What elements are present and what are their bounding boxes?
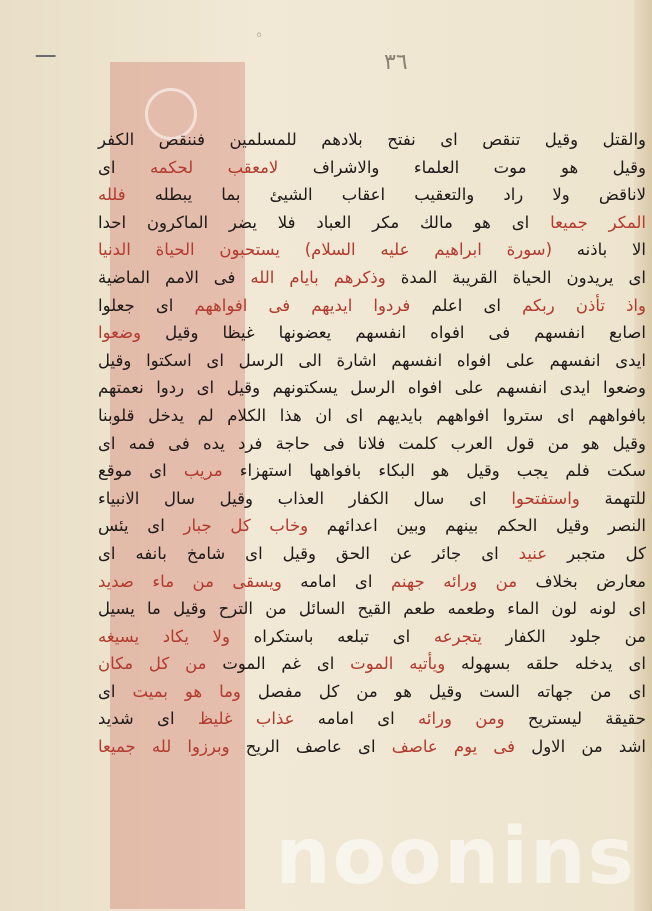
text-line bbox=[98, 733, 646, 761]
rubric-text: وخاب كل جبار bbox=[183, 516, 309, 536]
text-line bbox=[98, 568, 646, 596]
body-text: اشد من الاول bbox=[515, 737, 646, 757]
rubric-text: وما هو بميت bbox=[132, 681, 241, 701]
rubric-text: من كل مكان bbox=[98, 654, 207, 674]
body-text: وقيل هو موت العلماء والاشراف bbox=[278, 157, 646, 177]
body-text: كل متجبر bbox=[547, 543, 646, 563]
text-line bbox=[98, 457, 646, 485]
body-text: اى bbox=[98, 157, 150, 177]
text-line bbox=[98, 650, 646, 678]
rubric-text: ولا يكاد يسيغه bbox=[98, 626, 230, 646]
body-text: اى يريدون الحياة القريبة المدة bbox=[385, 267, 647, 287]
text-line bbox=[98, 430, 646, 458]
watermark: noonins bbox=[275, 812, 636, 902]
text-line bbox=[98, 319, 646, 347]
body-text: سكت فلم يجب وقيل هو البكاء بافواهها استهزاء bbox=[222, 461, 646, 481]
text-line bbox=[98, 264, 646, 292]
body-text: اى يدخله حلقه بسهوله bbox=[445, 654, 646, 674]
rubric-text: عذاب غليظ bbox=[197, 709, 295, 729]
body-text: للتهمة bbox=[579, 488, 646, 508]
rubric-text: فردوا ايديهم فى افواههم bbox=[194, 295, 411, 315]
text-line bbox=[98, 595, 646, 623]
body-text: اصابع انفسهم فى افواه انفسهم يعضونها غيظا وقيل bbox=[141, 323, 646, 343]
body-text: معارض بخلاف bbox=[517, 571, 646, 591]
body-text: اى عاصف الريح bbox=[229, 737, 392, 757]
body-text: اى bbox=[98, 681, 133, 701]
text-line bbox=[98, 292, 646, 320]
body-text: اى امامه bbox=[281, 571, 391, 591]
rubric-text: فلله bbox=[98, 185, 126, 205]
text-line bbox=[98, 623, 646, 651]
rubric-text: ويسقى من ماء صديد bbox=[98, 571, 282, 591]
body-text: وقيل هو من قول العرب كلمت فلانا فى حاجة فرد يده فى فمه اى bbox=[98, 433, 646, 453]
text-line bbox=[98, 705, 646, 733]
body-text: اى لونه لون الماء وطعمه طعم القيح السائل من الترح وقيل ما يسيل bbox=[98, 599, 646, 619]
body-text: اى شديد bbox=[98, 709, 198, 729]
text-line bbox=[98, 540, 646, 568]
body-text: وضعوا ايدى انفسهم على افواه الرسل يسكتونهم وقيل اى ردوا نعمتهم bbox=[98, 378, 646, 398]
rubric-text: ويأتيه الموت bbox=[350, 654, 446, 674]
body-text: حقيقة ليستريح bbox=[504, 709, 646, 729]
rubric-text: وضعوا bbox=[98, 323, 142, 343]
body-text: اى سال الكفار العذاب وقيل سال الانبياء bbox=[98, 488, 512, 508]
rubric-text: واذ تأذن ربكم bbox=[522, 295, 646, 315]
body-text: الا باذنه bbox=[552, 240, 647, 260]
body-text: فى الامم الماضية bbox=[98, 267, 251, 287]
rubric-text: فى يوم عاصف bbox=[391, 737, 516, 757]
text-line bbox=[98, 181, 646, 209]
body-text: اى امامه bbox=[294, 709, 418, 729]
rubric-text: عنيد bbox=[518, 543, 548, 563]
body-text: اى اعلم bbox=[410, 295, 523, 315]
body-text: والقتل وقيل تنقص اى نفتح بلادهم للمسلمين فننقص الكفر bbox=[98, 130, 646, 149]
body-text: اى من جهاته الست وقيل هو من كل مفصل bbox=[240, 681, 646, 701]
body-text: اى جعلوا bbox=[98, 295, 195, 315]
text-line bbox=[98, 512, 646, 540]
body-text: اى موقع bbox=[98, 461, 184, 481]
corner-mark: ـــ bbox=[36, 38, 56, 63]
text-line bbox=[98, 678, 646, 706]
body-text: ايدى انفسهم على افواه انفسهم اشارة الى الرسل اى اسكتوا وقيل bbox=[98, 350, 646, 370]
body-text: من جلود الكفار bbox=[481, 626, 647, 646]
rubric-text: من ورائه جهنم bbox=[390, 571, 518, 591]
rubric-text: (سورة ابراهيم عليه السلام) يستحبون الحياة الدنيا bbox=[98, 240, 553, 260]
text-line bbox=[98, 347, 646, 375]
text-line bbox=[98, 485, 646, 513]
body-text: اى جائر عن الحق وقيل اى شامخ بانفه اى bbox=[98, 543, 519, 563]
text-line bbox=[98, 402, 646, 430]
text-line bbox=[98, 209, 646, 237]
text-line bbox=[98, 236, 646, 264]
text-line bbox=[98, 374, 646, 402]
body-text: اى هو مالك مكر العباد فلا يضر الماكرون احدا bbox=[98, 212, 551, 232]
body-text: اى يئس bbox=[98, 516, 184, 536]
rubric-text: مريب bbox=[183, 461, 223, 481]
page-number: ٣٦ bbox=[384, 50, 408, 75]
body-text: اى غم الموت bbox=[206, 654, 351, 674]
body-text: النصر وقيل الحكم بينهم وبين اعدائهم bbox=[308, 516, 646, 536]
rubric-text: وبرزوا لله جميعا bbox=[98, 737, 230, 757]
dot-mark: ◦ bbox=[255, 28, 264, 44]
rubric-text: واستفتحوا bbox=[511, 488, 580, 508]
rubric-text: وذكرهم بايام الله bbox=[250, 267, 386, 287]
manuscript-text bbox=[98, 126, 646, 761]
body-text: لاناقض ولا راد والتعقيب اعقاب الشيئ بما يبطله bbox=[125, 185, 646, 205]
rubric-text: المكر جميعا bbox=[550, 212, 646, 232]
text-line bbox=[98, 154, 646, 182]
body-text: بافواههم اى ستروا افواههم بايديهم اى ان هذا الكلام لم يدخل قلوبنا bbox=[98, 405, 646, 425]
text-line bbox=[98, 126, 646, 154]
body-text: اى تبلعه باستكراه bbox=[229, 626, 434, 646]
rubric-text: ومن ورائه bbox=[418, 709, 505, 729]
rubric-text: لامعقب لحكمه bbox=[149, 157, 279, 177]
rubric-text: يتجرعه bbox=[433, 626, 482, 646]
